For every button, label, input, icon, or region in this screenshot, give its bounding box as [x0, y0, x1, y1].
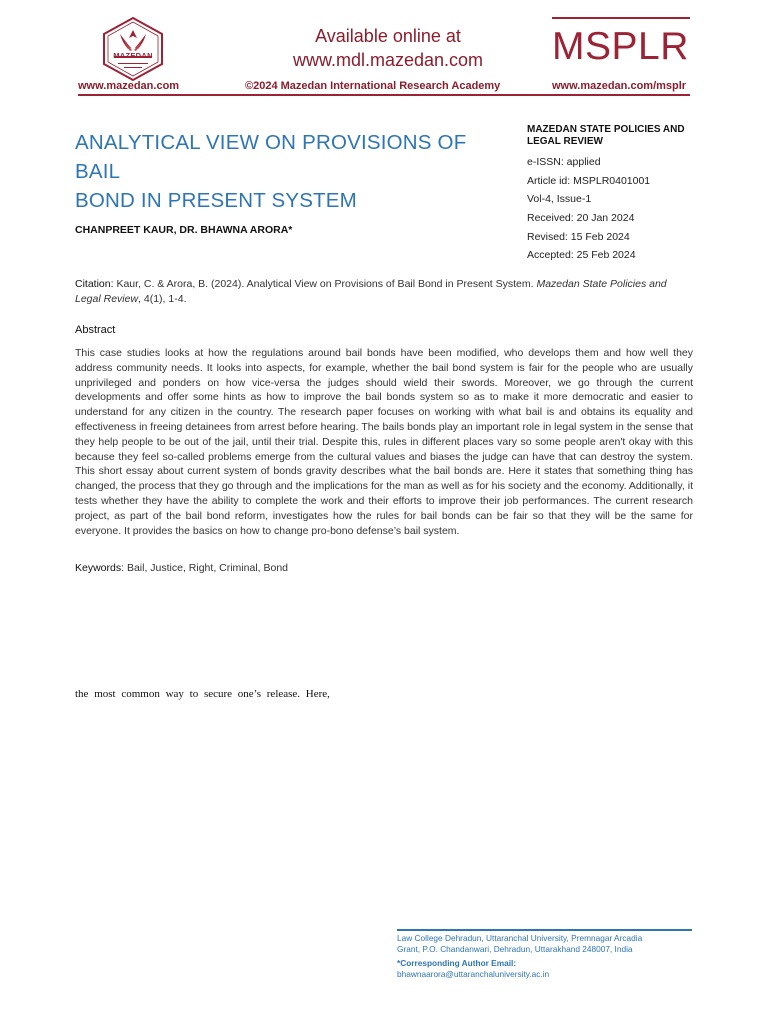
affiliation-line-2: Grant, P.O. Chandanwari, Dehradun, Uttarakhand 248007, India — [397, 944, 633, 954]
volume-issue: Vol-4, Issue-1 — [527, 193, 592, 205]
affiliation-line-1: Law College Dehradun, Uttaranchal University, Premnagar Arcadia — [397, 933, 643, 943]
journal-name-line-2: LEGAL REVIEW — [527, 136, 603, 147]
abstract-heading: Abstract — [75, 324, 116, 336]
abstract-body: This case studies looks at how the regulations around bail bonds have been modified, who develops them and how well they address community needs. It looks into aspects, for example, whether the bail bond system is fair for the people who are usually unprivileged and ponders on how vice-versa the judges should wield their swords. Moreover, we go through the current developments and offer some hints as how to improve the bail bonds system so as to make it more democratic and easier to understand for any citizen in the country. The research paper focuses on working with what bail is and obtains its equality and effectiveness in freeing detainees from arrest before hearing. The bails bonds play an important role in legal system in the sense that they help people to be out of the jail, until their trial. Despite this, rules in different places vary so some people aren't okay with this because they feel so-called problems emerge from the cultural values and biases the judge can have that can destroy the system. This short essay about current system of bonds gravity describes what the bail bonds are. Here it states that something thing has changed, the process that they go through and the implications for the man as well as for his society and the economy. Additionally, it tests whether they have the ability to complete the work and their efforts to improve their job performances. The current research project, as part of the bail bond reform, investigates how the rules for bail bonds can be fair so that they will be the same for everyone. It provides the basics on how to change pro-bono defense’s bail system. — [75, 347, 693, 537]
received-date: Received: 20 Jan 2024 — [527, 212, 635, 224]
keywords-list: : Bail, Justice, Right, Criminal, Bond — [121, 562, 289, 574]
journal-abbrev: MSPLR — [552, 25, 689, 68]
accepted-date: Accepted: 25 Feb 2024 — [527, 249, 636, 261]
article-title — [75, 128, 515, 215]
corresponding-author-label: *Corresponding Author Email: — [397, 958, 517, 968]
citation-label: Citation: — [75, 278, 114, 290]
author-affiliation — [397, 933, 697, 955]
citation-journal: Mazedan State Policies and Legal Review — [75, 278, 667, 305]
available-online-label: Available online at — [315, 26, 461, 46]
header-accent-line — [552, 17, 690, 19]
keywords — [75, 561, 288, 575]
keywords-label: Keywords — [75, 562, 122, 574]
mazedan-site-link[interactable]: www.mazedan.com — [78, 80, 180, 92]
eissn: e-ISSN: applied — [527, 156, 601, 168]
citation-text: Kaur, C. & Arora, B. (2024). Analytical View on Provisions of Bail Bond in Present System. — [113, 278, 537, 290]
article-authors: CHANPREET KAUR, DR. BHAWNA ARORA* — [75, 224, 293, 236]
mazedan-logo — [100, 16, 166, 82]
corresponding-author-email[interactable]: bhawnaarora@uttaranchaluniversity.ac.in — [397, 969, 550, 979]
article-title-line-2: BOND IN PRESENT SYSTEM — [75, 189, 357, 212]
journal-name — [527, 124, 693, 148]
revised-date: Revised: 15 Feb 2024 — [527, 231, 630, 243]
footer-divider — [397, 929, 692, 931]
portal-url[interactable]: www.mdl.mazedan.com — [292, 50, 484, 70]
msplr-site-link[interactable]: www.mazedan.com/msplr — [552, 80, 687, 92]
body-text-fragment: the most common way to secure one’s release. Here, — [75, 688, 330, 700]
article-title-line-1: ANALYTICAL VIEW ON PROVISIONS OF BAIL — [75, 131, 467, 183]
citation-volume: , 4(1), 1-4. — [138, 293, 187, 305]
journal-name-line-1: MAZEDAN STATE POLICIES AND — [527, 124, 685, 135]
mazedan-emblem-icon — [100, 16, 166, 82]
citation — [75, 277, 693, 307]
header-divider — [78, 94, 690, 96]
logo-wordmark: MAZEDAN — [113, 51, 153, 60]
article-id: Article id: MSPLR0401001 — [527, 175, 651, 187]
copyright-notice: ©2024 Mazedan International Research Academy — [245, 80, 501, 92]
availability-notice — [230, 24, 546, 72]
